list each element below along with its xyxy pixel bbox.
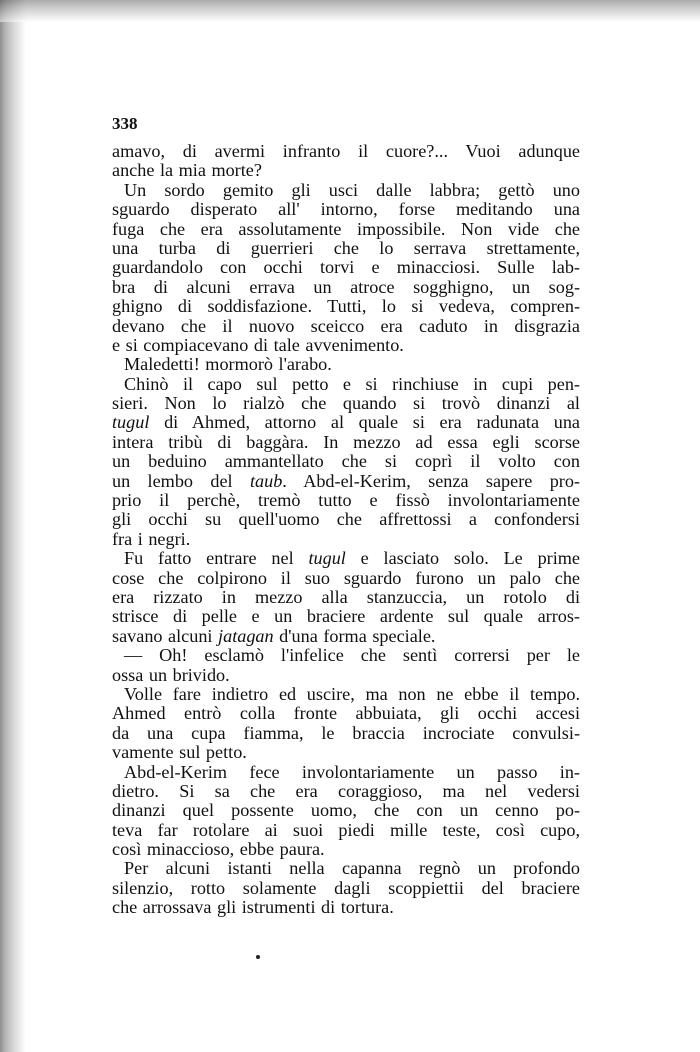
- page-number: 338: [112, 114, 138, 133]
- text-segment: che arrossava gli istrumenti di tortura.: [112, 897, 394, 918]
- text-line: [112, 724, 580, 743]
- text-line: [112, 394, 580, 413]
- text-segment: — Oh! esclamò l'infelice che sentì corrersi per le: [124, 645, 580, 666]
- text-line: [112, 627, 580, 646]
- text-line: [112, 685, 580, 704]
- scan-shadow-left: [0, 0, 26, 1052]
- text-segment: era rizzato in mezzo alla stanzuccia, un rotolo di: [112, 586, 580, 607]
- text-segment: sieri. Non lo rialzò che quando si trovò dinanzi al: [112, 393, 580, 414]
- text-line: [112, 161, 580, 180]
- text-line: [112, 355, 580, 374]
- text-line: [112, 859, 580, 878]
- text-segment: una turba di guerrieri che lo serrava strettamente,: [112, 237, 580, 258]
- text-line: [112, 278, 580, 297]
- text-line: [112, 258, 580, 277]
- text-segment: ossa un brivido.: [112, 664, 230, 685]
- text-segment: ghigno di soddisfazione. Tutti, lo si vedeva, compren-: [112, 296, 580, 317]
- text-segment: così minaccioso, ebbe paura.: [112, 839, 325, 860]
- text-line: [112, 646, 580, 665]
- text-line: [112, 181, 580, 200]
- text-line: [112, 898, 580, 917]
- text-line: [112, 879, 580, 898]
- text-line: [112, 840, 580, 859]
- text-line: [112, 763, 580, 782]
- text-line: [112, 375, 580, 394]
- text-segment: Ahmed entrò colla fronte abbuiata, gli occhi accesi: [112, 703, 580, 724]
- text-segment: Fu fatto entrare nel: [124, 548, 309, 569]
- text-segment: fuga che era assolutamente impossibile. Non vide che: [112, 218, 580, 239]
- text-segment: da una cupa fiamma, le braccia incrociate convulsi-: [112, 722, 580, 743]
- text-segment: un beduino ammantellato che si coprì il volto con: [112, 451, 580, 472]
- text-segment: devano che il nuovo sceicco era caduto in disgrazia: [112, 315, 580, 336]
- text-segment: d'una forma speciale.: [273, 625, 436, 646]
- text-line: [112, 452, 580, 471]
- text-segment: Maledetti! mormorò l'arabo.: [124, 354, 332, 375]
- italic-term: jatagan: [218, 625, 274, 646]
- text-segment: Un sordo gemito gli usci dalle labbra; gettò uno: [124, 179, 580, 200]
- text-line: [112, 200, 580, 219]
- scan-shadow-top: [0, 0, 700, 22]
- text-line: [112, 569, 580, 588]
- text-segment: di Ahmed, attorno al quale si era radunata una: [149, 412, 580, 433]
- text-segment: vamente sul petto.: [112, 742, 247, 763]
- text-line: [112, 704, 580, 723]
- text-line: [112, 239, 580, 258]
- text-line: [112, 821, 580, 840]
- text-line: [112, 588, 580, 607]
- text-segment: Abd-el-Kerim fece involontariamente un passo in-: [124, 761, 580, 782]
- text-line: [112, 801, 580, 820]
- italic-term: tugul: [112, 412, 150, 433]
- italic-term: tugul: [308, 548, 346, 569]
- text-segment: prio il perchè, tremò tutto e fissò involontariamente: [112, 490, 580, 511]
- text-segment: un lembo del: [112, 470, 250, 491]
- text-line: [112, 413, 580, 432]
- text-segment: Per alcuni istanti nella capanna regnò un profondo: [124, 858, 580, 879]
- text-line: [112, 142, 580, 161]
- text-segment: savano alcuni: [112, 625, 219, 646]
- text-segment: anche la mia morte?: [112, 160, 262, 181]
- text-segment: dietro. Si sa che era coraggioso, ma nel vedersi: [112, 780, 580, 801]
- text-line: [112, 666, 580, 685]
- text-segment: Chinò il capo sul petto e si rinchiuse in cupi pen-: [124, 373, 580, 394]
- text-segment: bra di alcuni errava un atroce sogghigno, un sog-: [112, 276, 580, 297]
- text-line: [112, 317, 580, 336]
- text-line: [112, 336, 580, 355]
- text-line: [112, 549, 580, 568]
- text-segment: amavo, di avermi infranto il cuore?... Vuoi adunque: [112, 141, 580, 161]
- text-line: [112, 607, 580, 626]
- text-line: [112, 297, 580, 316]
- page-body-text: [112, 142, 580, 918]
- text-line: [112, 510, 580, 529]
- text-segment: sguardo disperato all' intorno, forse meditando una: [112, 199, 580, 220]
- italic-term: taub: [249, 470, 283, 491]
- text-line: [112, 472, 580, 491]
- text-segment: fra i negri.: [112, 528, 191, 549]
- text-line: [112, 530, 580, 549]
- text-segment: silenzio, rotto solamente dagli scoppiettii del braciere: [112, 877, 580, 898]
- text-line: [112, 491, 580, 510]
- text-segment: Volle fare indietro ed uscire, ma non ne ebbe il tempo.: [124, 683, 580, 704]
- text-segment: gli occhi su quell'uomo che affrettossi a confondersi: [112, 509, 580, 530]
- text-line: [112, 433, 580, 452]
- text-segment: dinanzi quel possente uomo, che con un cenno po-: [112, 800, 580, 821]
- text-segment: e lasciato solo. Le prime: [345, 548, 580, 569]
- text-line: [112, 782, 580, 801]
- text-line: [112, 220, 580, 239]
- text-line: [112, 743, 580, 762]
- text-segment: . Abd-el-Kerim, senza sapere pro-: [282, 470, 580, 491]
- text-segment: guardandolo con occhi torvi e minacciosi. Sulle lab-: [112, 257, 580, 278]
- ink-speck: [256, 955, 260, 959]
- text-segment: teva far rotolare ai suoi piedi mille teste, così cupo,: [112, 819, 580, 840]
- text-segment: cose che colpirono il suo sguardo furono un palo che: [112, 567, 580, 588]
- text-segment: strisce di pelle e un braciere ardente sul quale arros-: [112, 606, 580, 627]
- text-segment: e si compiacevano di tale avvenimento.: [112, 334, 404, 355]
- text-segment: intera tribù di baggàra. In mezzo ad essa egli scorse: [112, 431, 580, 452]
